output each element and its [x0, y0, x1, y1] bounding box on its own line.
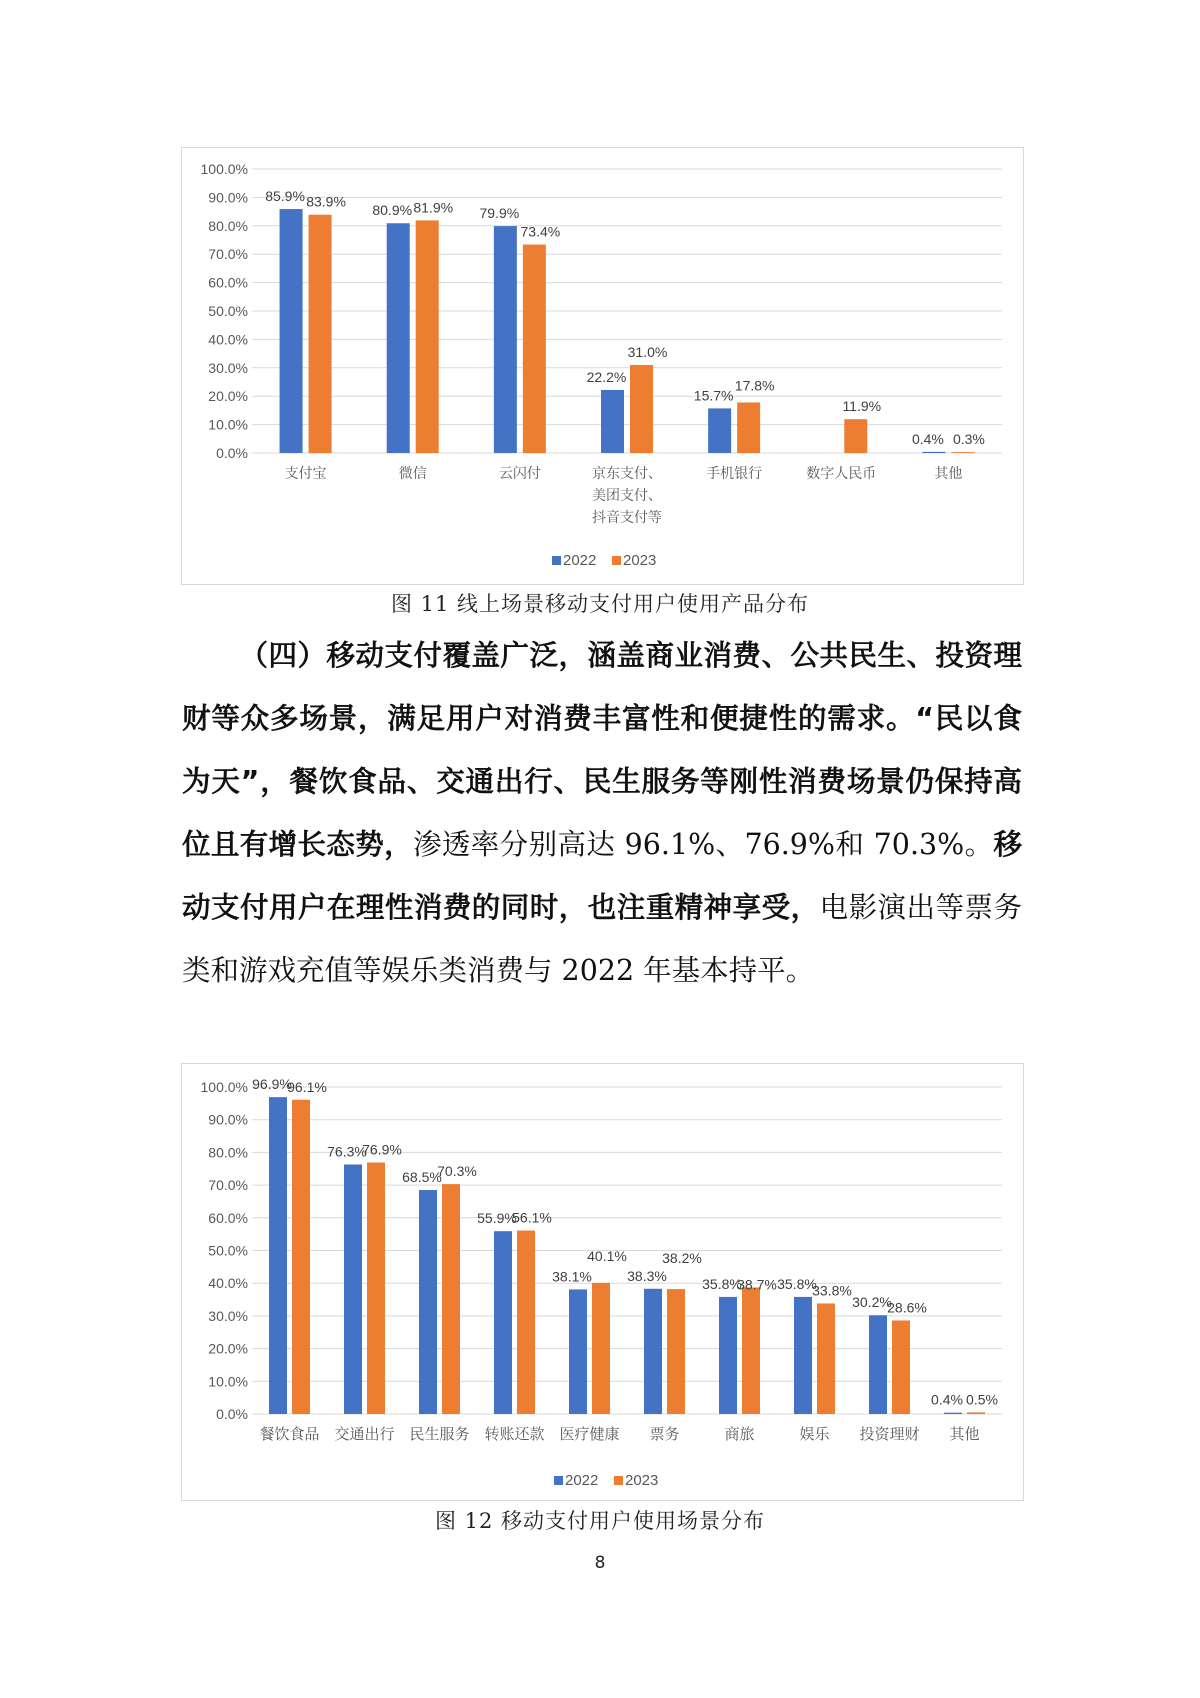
y-tick-label: 50.0% [208, 303, 248, 319]
paragraph-bold-1: （四）移动支付覆盖广泛，涵盖商业消费、公共民生、投资理财等众多场景，满足用户对消费丰富性和便捷性的需求。“民以食为天”，餐饮食品、交通出行、民生服务等刚性消费场景仍保持高位且有增长态势， [182, 639, 1022, 861]
data-label: 11.9% [842, 398, 882, 415]
x-category-label: 云闪付 [498, 465, 541, 481]
data-label: 83.9% [306, 193, 346, 210]
legend-swatch-2022 [552, 556, 561, 565]
x-category-label: 投资理财 [859, 1426, 920, 1443]
legend-label: 2022 [563, 552, 597, 569]
x-category-label: 美团支付、 [592, 487, 662, 503]
bar-2023 [667, 1289, 685, 1414]
x-category-label: 娱乐 [799, 1426, 830, 1443]
data-label: 85.9% [265, 188, 305, 205]
x-category-label: 交通出行 [334, 1426, 395, 1443]
bar-2022 [344, 1164, 362, 1414]
y-tick-label: 60.0% [208, 274, 248, 291]
bar-2023 [844, 419, 867, 453]
x-category-label: 其他 [949, 1426, 980, 1443]
data-label: 55.9% [477, 1210, 517, 1227]
y-tick-label: 30.0% [208, 1307, 248, 1324]
y-tick-label: 100.0% [200, 1079, 248, 1095]
bar-2022 [269, 1097, 287, 1414]
bar-2022 [280, 209, 303, 453]
y-tick-label: 70.0% [208, 1177, 248, 1194]
data-label: 70.3% [437, 1163, 477, 1180]
bar-2023 [967, 1412, 985, 1414]
y-tick-label: 50.0% [208, 1242, 248, 1259]
bar-2023 [737, 402, 760, 453]
data-label: 22.2% [586, 368, 627, 385]
bar-2023 [592, 1283, 610, 1414]
x-category-label: 商旅 [724, 1426, 755, 1443]
data-label: 17.8% [734, 377, 775, 394]
x-category-label: 微信 [398, 465, 427, 481]
data-label: 38.2% [662, 1250, 702, 1267]
bar-2023 [742, 1287, 760, 1414]
y-tick-label: 30.0% [208, 359, 248, 376]
data-label: 35.8% [702, 1275, 742, 1292]
data-label: 0.4% [911, 430, 944, 447]
x-category-label: 民生服务 [409, 1426, 470, 1443]
bar-2022 [644, 1289, 662, 1414]
page-number: 8 [594, 1553, 606, 1573]
bar-2023 [442, 1184, 460, 1414]
y-tick-label: 70.0% [208, 246, 248, 263]
data-label: 33.8% [812, 1282, 852, 1299]
data-label: 76.9% [362, 1141, 402, 1158]
data-label: 30.2% [852, 1294, 892, 1311]
data-label: 38.3% [627, 1267, 667, 1284]
y-tick-label: 90.0% [208, 1111, 248, 1128]
data-label: 96.1% [287, 1078, 327, 1095]
bar-2022 [569, 1289, 587, 1414]
bar-2022 [494, 1231, 512, 1414]
legend-swatch-2023 [612, 556, 621, 565]
bar-2023 [951, 452, 974, 453]
x-category-label: 支付宝 [284, 465, 327, 481]
figure-11-caption: 图 11 线上场景移动支付用户使用产品分布 [390, 592, 810, 616]
data-label: 80.9% [372, 202, 413, 219]
legend-label: 2022 [565, 1472, 599, 1489]
bar-2023 [292, 1100, 310, 1414]
data-label: 40.1% [587, 1247, 627, 1264]
data-label: 0.4% [931, 1391, 963, 1408]
data-label: 38.1% [552, 1268, 592, 1285]
data-label: 31.0% [627, 343, 668, 360]
figure-11-chart [181, 147, 1024, 585]
data-label: 0.3% [952, 431, 985, 448]
y-tick-label: 100.0% [200, 161, 248, 177]
x-category-label: 医疗健康 [559, 1426, 620, 1443]
data-label: 28.6% [887, 1299, 927, 1316]
y-tick-label: 40.0% [208, 331, 248, 348]
y-tick-label: 60.0% [208, 1209, 248, 1226]
data-label: 73.4% [520, 223, 561, 240]
x-category-label: 转账还款 [484, 1426, 545, 1443]
figure-12-caption: 图 12 移动支付用户使用场景分布 [434, 1509, 766, 1533]
data-label: 15.7% [693, 387, 734, 404]
bar-2023 [416, 220, 439, 453]
data-label: 0.5% [966, 1391, 998, 1408]
data-label: 35.8% [777, 1275, 817, 1292]
y-tick-label: 20.0% [208, 1340, 248, 1357]
chart-12-svg [182, 1064, 1022, 1500]
y-tick-label: 20.0% [208, 388, 248, 405]
y-tick-label: 0.0% [216, 1406, 248, 1422]
data-label: 38.7% [737, 1276, 777, 1293]
bar-2022 [719, 1297, 737, 1414]
legend-label: 2023 [625, 1472, 659, 1489]
bar-2022 [387, 223, 410, 453]
figure-12-chart [181, 1063, 1024, 1501]
data-label: 96.9% [252, 1076, 292, 1093]
bar-2023 [523, 245, 546, 453]
bar-2023 [630, 365, 653, 453]
x-category-label: 京东支付、 [592, 465, 662, 481]
legend-label: 2023 [623, 552, 657, 569]
bar-2023 [517, 1231, 535, 1414]
legend-swatch-2022 [554, 1476, 563, 1485]
data-label: 79.9% [479, 205, 520, 222]
chart-11-svg [182, 148, 1022, 584]
x-category-label: 其他 [934, 465, 963, 481]
x-category-label: 数字人民币 [806, 465, 877, 481]
y-tick-label: 10.0% [208, 416, 248, 433]
body-paragraph [182, 624, 1022, 1002]
bar-2023 [309, 215, 332, 453]
x-category-label: 票务 [649, 1426, 680, 1443]
y-tick-label: 80.0% [208, 1144, 248, 1161]
bar-2022 [601, 390, 624, 453]
bar-2022 [922, 452, 945, 453]
data-label: 81.9% [413, 199, 454, 216]
bar-2023 [817, 1303, 835, 1414]
y-tick-label: 10.0% [208, 1373, 248, 1390]
bar-2022 [944, 1413, 962, 1414]
paragraph-normal-1: 渗透率分别高达 96.1%、76.9%和 70.3%。 [413, 828, 994, 861]
data-label: 68.5% [402, 1169, 442, 1186]
bar-2022 [419, 1190, 437, 1414]
x-category-label: 抖音支付等 [592, 509, 662, 525]
y-tick-label: 0.0% [216, 445, 248, 461]
legend-swatch-2023 [614, 1476, 623, 1485]
data-label: 76.3% [327, 1143, 367, 1160]
y-tick-label: 40.0% [208, 1275, 248, 1292]
x-category-label: 餐饮食品 [259, 1426, 320, 1443]
bar-2023 [367, 1163, 385, 1414]
bar-2022 [794, 1297, 812, 1414]
paragraph-normal-2: 电影演出等票务类和游戏充值等娱乐类消费与 2022 年基本持平。 [182, 891, 1022, 987]
y-tick-label: 90.0% [208, 189, 248, 206]
y-tick-label: 80.0% [208, 217, 248, 234]
bar-2022 [869, 1315, 887, 1414]
bar-2022 [708, 408, 731, 453]
paragraph-bold-2: 移动支付用户在理性消费的同时，也注重精神享受， [182, 828, 1022, 924]
bar-2023 [892, 1320, 910, 1414]
data-label: 56.1% [512, 1209, 552, 1226]
bar-2022 [494, 226, 517, 453]
x-category-label: 手机银行 [706, 465, 763, 481]
